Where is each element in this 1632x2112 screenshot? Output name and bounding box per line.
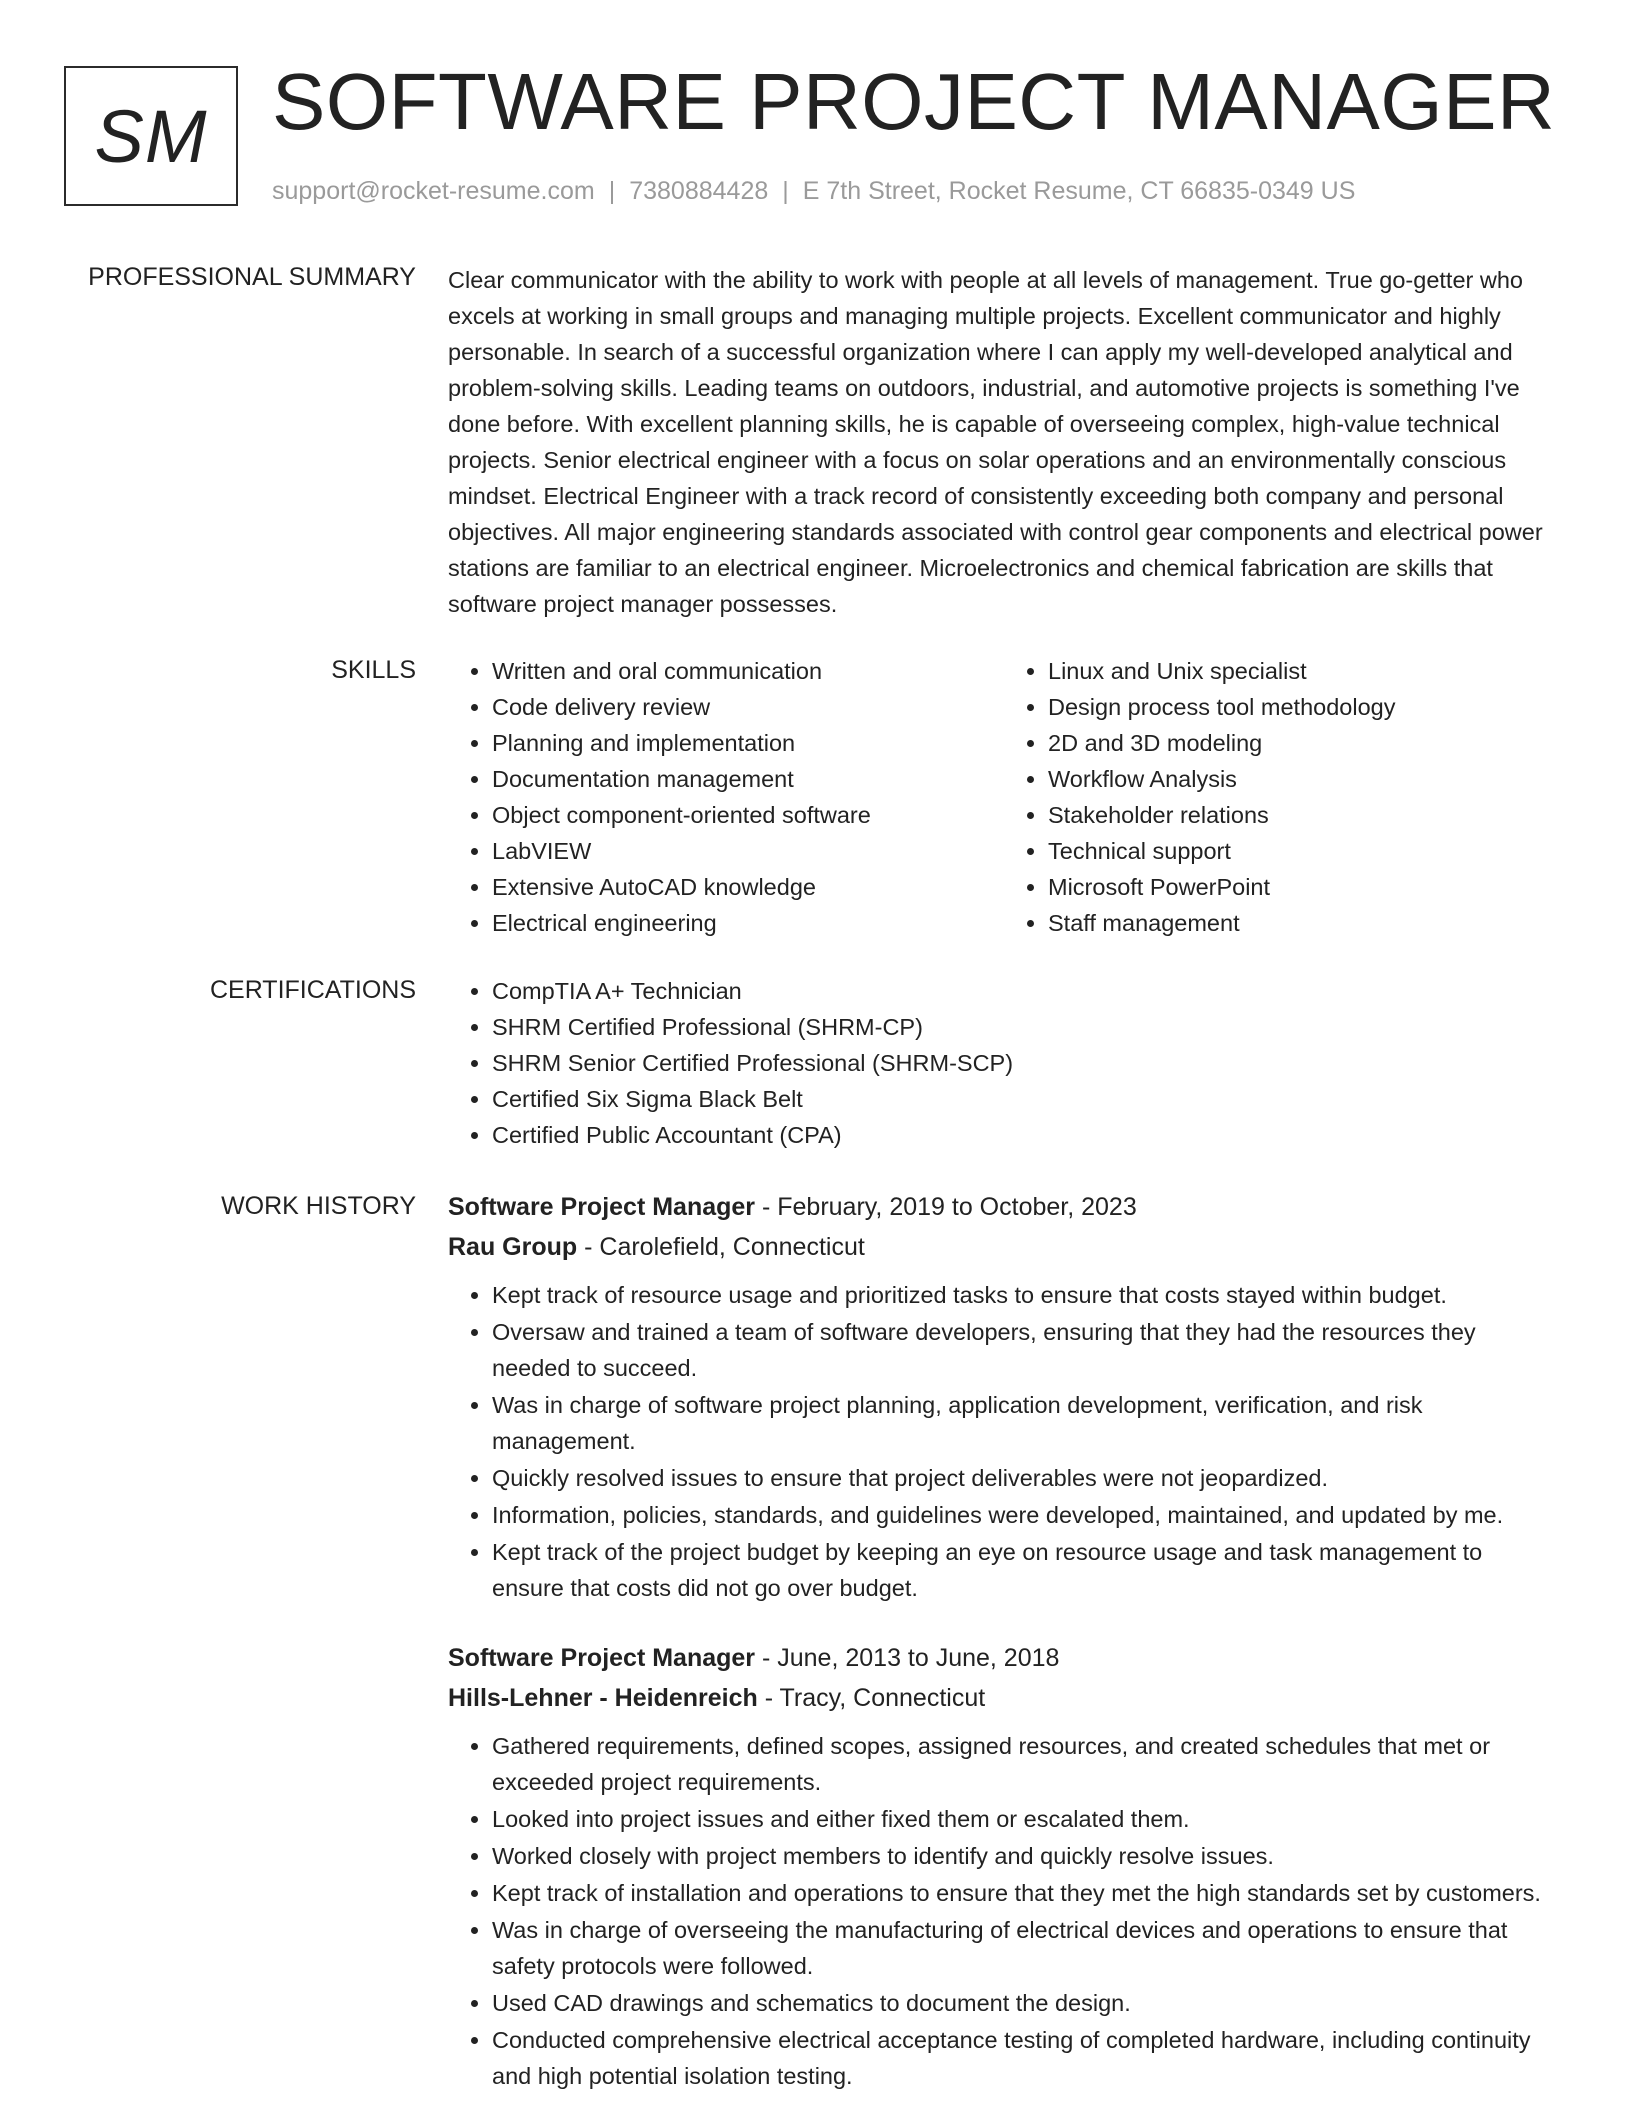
skill-item: • Documentation management — [492, 761, 1004, 797]
certifications-list — [448, 973, 1560, 1153]
job-bullets — [448, 1277, 1560, 1606]
skill-item: • Microsoft PowerPoint — [1048, 869, 1560, 905]
certification-item: • SHRM Certified Professional (SHRM-CP) — [492, 1009, 1560, 1045]
skill-item: • Written and oral communication — [492, 653, 1004, 689]
skill-item: • Electrical engineering — [492, 905, 1004, 941]
job-title: Software Project Manager — [448, 1193, 756, 1221]
job-bullet: • Information, policies, standards, and guidelines were developed, maintained, and updated by me. — [492, 1497, 1560, 1533]
skill-item: • Workflow Analysis — [1048, 761, 1560, 797]
certifications-label: CERTIFICATIONS — [209, 976, 416, 1004]
skill-item: • Stakeholder relations — [1048, 797, 1560, 833]
skill-item: • Planning and implementation — [492, 725, 1004, 761]
job-dates: - February, 2019 to October, 2023 — [755, 1193, 1137, 1221]
contact-address: E 7th Street, Rocket Resume, CT 66835-0349 US — [802, 177, 1356, 205]
skill-item: • Code delivery review — [492, 689, 1004, 725]
job-title-line — [448, 1638, 1560, 1678]
contact-separator: | — [782, 177, 789, 205]
skill-item: • Linux and Unix specialist — [1048, 653, 1560, 689]
skills-list-right — [1004, 653, 1560, 941]
job-bullet: • Gathered requirements, defined scopes, assigned resources, and created schedules that met or exceeded project requirements. — [492, 1728, 1560, 1800]
job-location: - Carolefield, Connecticut — [577, 1233, 865, 1261]
job-bullet: • Conducted comprehensive electrical acceptance testing of completed hardware, including continuity and high potential isolation testing. — [492, 2022, 1560, 2094]
job-bullet: • Worked closely with project members to identify and quickly resolve issues. — [492, 1838, 1560, 1874]
job-company-line — [448, 1227, 1560, 1267]
certification-item: • Certified Public Accountant (CPA) — [492, 1117, 1560, 1153]
job-dates: - June, 2013 to June, 2018 — [755, 1644, 1060, 1672]
contact-separator: | — [608, 177, 616, 205]
monogram-badge — [64, 66, 238, 206]
summary-text: Clear communicator with the ability to work with people at all levels of management. True go-getter who excels at working in small groups and managing multiple projects. Excellent communicator and highly personable. In search of a successful organization where I can apply my well-developed analytical and problem-solving skills. Leading teams on outdoors, industrial, and automotive projects is something I've done before. With excellent planning skills, he is capable of overseeing complex, high-value technical projects. Senior electrical engineer with a focus on solar operations and an environmentally conscious mindset. Electrical Engineer with a track record of consistently exceeding both company and personal objectives. All major engineering standards associated with control gear components and electrical power stations are familiar to an electrical engineer. Microelectronics and chemical fabrication are skills that software project manager possesses. — [448, 267, 1543, 617]
job-entry — [448, 1638, 1560, 2094]
job-entry — [448, 1187, 1560, 1606]
skill-item: • Staff management — [1048, 905, 1560, 941]
skill-item: • Extensive AutoCAD knowledge — [492, 869, 1004, 905]
skills-list-left — [448, 653, 1004, 941]
skill-item: • 2D and 3D modeling — [1048, 725, 1560, 761]
job-bullet: • Used CAD drawings and schematics to document the design. — [492, 1985, 1560, 2021]
work-history-label: WORK HISTORY — [221, 1192, 416, 1220]
contact-phone: 7380884428 — [629, 177, 769, 205]
summary-label: PROFESSIONAL SUMMARY — [88, 263, 416, 291]
job-bullet: • Oversaw and trained a team of software developers, ensuring that they had the resources they needed to succeed. — [492, 1314, 1560, 1386]
certification-item: • SHRM Senior Certified Professional (SHRM-SCP) — [492, 1045, 1560, 1081]
job-company: Hills-Lehner - Heidenreich — [448, 1684, 758, 1712]
job-bullet: • Looked into project issues and either fixed them or escalated them. — [492, 1801, 1560, 1837]
job-company-line — [448, 1678, 1560, 1718]
job-bullet: • Quickly resolved issues to ensure that project deliverables were not jeopardized. — [492, 1460, 1560, 1496]
job-title-line — [448, 1187, 1560, 1227]
monogram-initials: SM — [94, 94, 208, 178]
job-bullet: • Was in charge of software project planning, application development, verification, and risk management. — [492, 1387, 1560, 1459]
skills-columns — [448, 653, 1560, 941]
certification-item: • Certified Six Sigma Black Belt — [492, 1081, 1560, 1117]
skills-label: SKILLS — [331, 656, 416, 684]
job-bullet: • Kept track of the project budget by keeping an eye on resource usage and task management to ensure that costs did not go over budget. — [492, 1534, 1560, 1606]
skill-item: • Object component-oriented software — [492, 797, 1004, 833]
job-location: - Tracy, Connecticut — [757, 1684, 986, 1712]
job-title: Software Project Manager — [448, 1644, 756, 1672]
job-bullets — [448, 1728, 1560, 2094]
skill-item: • Design process tool methodology — [1048, 689, 1560, 725]
skill-item: • Technical support — [1048, 833, 1560, 869]
job-bullet: • Was in charge of overseeing the manufacturing of electrical devices and operations to ensure that safety protocols were followed. — [492, 1912, 1560, 1984]
job-company: Rau Group — [448, 1233, 578, 1261]
resume-title: SOFTWARE PROJECT MANAGER — [272, 57, 1556, 146]
contact-email: support@rocket-resume.com — [272, 177, 595, 205]
job-bullet: • Kept track of resource usage and prioritized tasks to ensure that costs stayed within budget. — [492, 1277, 1560, 1313]
job-bullet: • Kept track of installation and operations to ensure that they met the high standards set by customers. — [492, 1875, 1560, 1911]
certification-item: • CompTIA A+ Technician — [492, 973, 1560, 1009]
contact-line — [272, 174, 1355, 208]
skill-item: • LabVIEW — [492, 833, 1004, 869]
